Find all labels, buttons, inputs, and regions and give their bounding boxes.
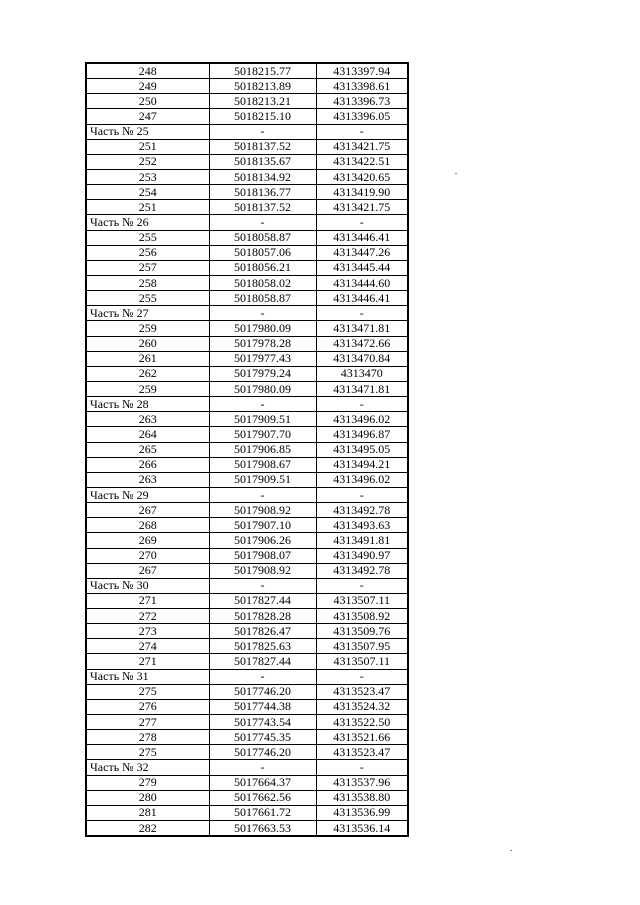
y-coordinate-cell: 4313492.78 <box>316 503 408 518</box>
point-number-cell: 248 <box>86 63 209 79</box>
x-coordinate-cell: 5018136.77 <box>209 185 316 200</box>
x-coordinate-cell: 5017662.56 <box>209 790 316 805</box>
x-coordinate-cell: 5017907.10 <box>209 518 316 533</box>
x-coordinate-cell: 5017908.92 <box>209 563 316 578</box>
y-coordinate-cell: - <box>316 215 408 230</box>
point-number-cell: 255 <box>86 291 209 306</box>
point-row <box>86 563 408 578</box>
x-coordinate-cell: - <box>209 124 316 139</box>
x-coordinate-cell: - <box>209 760 316 775</box>
point-number-cell: 263 <box>86 412 209 427</box>
x-coordinate-cell: - <box>209 578 316 593</box>
y-coordinate-cell: 4313471.81 <box>316 381 408 396</box>
x-coordinate-cell: 5018215.77 <box>209 63 316 79</box>
x-coordinate-cell: - <box>209 306 316 321</box>
y-coordinate-cell: 4313524.32 <box>316 699 408 714</box>
x-coordinate-cell: 5018134.92 <box>209 169 316 184</box>
coordinates-table-body <box>86 63 408 836</box>
part-label-cell: Часть № 30 <box>86 578 209 593</box>
y-coordinate-cell: 4313507.95 <box>316 639 408 654</box>
point-row <box>86 169 408 184</box>
x-coordinate-cell: 5017746.20 <box>209 745 316 760</box>
x-coordinate-cell: 5017980.09 <box>209 321 316 336</box>
y-coordinate-cell: 4313420.65 <box>316 169 408 184</box>
x-coordinate-cell: - <box>209 669 316 684</box>
x-coordinate-cell: 5018213.21 <box>209 94 316 109</box>
point-number-cell: 261 <box>86 351 209 366</box>
part-header-row <box>86 487 408 502</box>
point-number-cell: 266 <box>86 457 209 472</box>
point-number-cell: 249 <box>86 79 209 94</box>
point-number-cell: 257 <box>86 260 209 275</box>
point-number-cell: 267 <box>86 563 209 578</box>
point-row <box>86 381 408 396</box>
x-coordinate-cell: 5017907.70 <box>209 427 316 442</box>
point-row <box>86 639 408 654</box>
part-label-cell: Часть № 28 <box>86 397 209 412</box>
x-coordinate-cell: 5017661.72 <box>209 805 316 820</box>
scan-speck <box>455 173 457 174</box>
y-coordinate-cell: 4313396.05 <box>316 109 408 124</box>
point-number-cell: 270 <box>86 548 209 563</box>
y-coordinate-cell: 4313471.81 <box>316 321 408 336</box>
point-row <box>86 94 408 109</box>
point-number-cell: 274 <box>86 639 209 654</box>
y-coordinate-cell: 4313496.87 <box>316 427 408 442</box>
point-row <box>86 366 408 381</box>
part-header-row <box>86 124 408 139</box>
part-label-cell: Часть № 25 <box>86 124 209 139</box>
point-row <box>86 533 408 548</box>
point-number-cell: 251 <box>86 200 209 215</box>
point-row <box>86 699 408 714</box>
y-coordinate-cell: 4313447.26 <box>316 245 408 260</box>
x-coordinate-cell: 5017746.20 <box>209 684 316 699</box>
point-row <box>86 457 408 472</box>
x-coordinate-cell: 5017743.54 <box>209 715 316 730</box>
part-header-row <box>86 397 408 412</box>
point-number-cell: 277 <box>86 715 209 730</box>
point-row <box>86 79 408 94</box>
y-coordinate-cell: 4313522.50 <box>316 715 408 730</box>
point-number-cell: 264 <box>86 427 209 442</box>
point-number-cell: 255 <box>86 230 209 245</box>
y-coordinate-cell: 4313491.81 <box>316 533 408 548</box>
x-coordinate-cell: - <box>209 215 316 230</box>
point-number-cell: 251 <box>86 139 209 154</box>
point-row <box>86 427 408 442</box>
x-coordinate-cell: 5018137.52 <box>209 139 316 154</box>
point-row <box>86 154 408 169</box>
x-coordinate-cell: 5018058.87 <box>209 230 316 245</box>
y-coordinate-cell: 4313508.92 <box>316 609 408 624</box>
y-coordinate-cell: 4313419.90 <box>316 185 408 200</box>
point-number-cell: 276 <box>86 699 209 714</box>
part-header-row <box>86 669 408 684</box>
point-number-cell: 253 <box>86 169 209 184</box>
x-coordinate-cell: 5017664.37 <box>209 775 316 790</box>
part-label-cell: Часть № 32 <box>86 760 209 775</box>
y-coordinate-cell: 4313496.02 <box>316 472 408 487</box>
point-row <box>86 412 408 427</box>
scan-speck <box>510 850 512 851</box>
x-coordinate-cell: 5018058.02 <box>209 275 316 290</box>
point-row <box>86 503 408 518</box>
part-header-row <box>86 306 408 321</box>
point-number-cell: 282 <box>86 821 209 837</box>
y-coordinate-cell: 4313523.47 <box>316 745 408 760</box>
y-coordinate-cell: - <box>316 760 408 775</box>
y-coordinate-cell: 4313521.66 <box>316 730 408 745</box>
x-coordinate-cell: 5017828.28 <box>209 609 316 624</box>
point-number-cell: 259 <box>86 321 209 336</box>
y-coordinate-cell: - <box>316 669 408 684</box>
point-row <box>86 109 408 124</box>
point-number-cell: 280 <box>86 790 209 805</box>
point-row <box>86 548 408 563</box>
y-coordinate-cell: 4313397.94 <box>316 63 408 79</box>
y-coordinate-cell: 4313536.14 <box>316 821 408 837</box>
y-coordinate-cell: 4313421.75 <box>316 200 408 215</box>
x-coordinate-cell: 5017906.26 <box>209 533 316 548</box>
part-header-row <box>86 215 408 230</box>
point-number-cell: 275 <box>86 684 209 699</box>
x-coordinate-cell: 5017826.47 <box>209 624 316 639</box>
point-number-cell: 267 <box>86 503 209 518</box>
point-row <box>86 775 408 790</box>
point-number-cell: 265 <box>86 442 209 457</box>
y-coordinate-cell: 4313494.21 <box>316 457 408 472</box>
point-number-cell: 268 <box>86 518 209 533</box>
y-coordinate-cell: - <box>316 578 408 593</box>
point-number-cell: 247 <box>86 109 209 124</box>
coordinates-table <box>85 62 409 837</box>
point-row <box>86 321 408 336</box>
y-coordinate-cell: 4313472.66 <box>316 336 408 351</box>
x-coordinate-cell: 5017827.44 <box>209 654 316 669</box>
x-coordinate-cell: 5017909.51 <box>209 412 316 427</box>
x-coordinate-cell: 5017980.09 <box>209 381 316 396</box>
x-coordinate-cell: 5017663.53 <box>209 821 316 837</box>
x-coordinate-cell: 5017909.51 <box>209 472 316 487</box>
y-coordinate-cell: 4313422.51 <box>316 154 408 169</box>
part-label-cell: Часть № 27 <box>86 306 209 321</box>
x-coordinate-cell: 5018135.67 <box>209 154 316 169</box>
part-label-cell: Часть № 31 <box>86 669 209 684</box>
point-number-cell: 252 <box>86 154 209 169</box>
x-coordinate-cell: 5017744.38 <box>209 699 316 714</box>
point-row <box>86 200 408 215</box>
y-coordinate-cell: 4313493.63 <box>316 518 408 533</box>
y-coordinate-cell: 4313444.60 <box>316 275 408 290</box>
x-coordinate-cell: - <box>209 397 316 412</box>
y-coordinate-cell: - <box>316 487 408 502</box>
point-number-cell: 259 <box>86 381 209 396</box>
y-coordinate-cell: - <box>316 397 408 412</box>
x-coordinate-cell: 5017979.24 <box>209 366 316 381</box>
point-row <box>86 442 408 457</box>
y-coordinate-cell: 4313492.78 <box>316 563 408 578</box>
point-row <box>86 245 408 260</box>
x-coordinate-cell: 5017977.43 <box>209 351 316 366</box>
point-row <box>86 745 408 760</box>
y-coordinate-cell: 4313536.99 <box>316 805 408 820</box>
x-coordinate-cell: 5017908.92 <box>209 503 316 518</box>
x-coordinate-cell: 5017908.67 <box>209 457 316 472</box>
point-number-cell: 281 <box>86 805 209 820</box>
y-coordinate-cell: 4313396.73 <box>316 94 408 109</box>
point-row <box>86 230 408 245</box>
point-number-cell: 262 <box>86 366 209 381</box>
point-row <box>86 593 408 608</box>
x-coordinate-cell: 5018057.06 <box>209 245 316 260</box>
point-number-cell: 258 <box>86 275 209 290</box>
point-row <box>86 63 408 79</box>
x-coordinate-cell: 5018137.52 <box>209 200 316 215</box>
y-coordinate-cell: 4313446.41 <box>316 291 408 306</box>
point-row <box>86 654 408 669</box>
point-number-cell: 279 <box>86 775 209 790</box>
point-row <box>86 291 408 306</box>
point-row <box>86 336 408 351</box>
y-coordinate-cell: 4313495.05 <box>316 442 408 457</box>
point-number-cell: 272 <box>86 609 209 624</box>
y-coordinate-cell: 4313470.84 <box>316 351 408 366</box>
point-row <box>86 260 408 275</box>
point-row <box>86 351 408 366</box>
point-number-cell: 250 <box>86 94 209 109</box>
point-row <box>86 684 408 699</box>
y-coordinate-cell: 4313445.44 <box>316 260 408 275</box>
x-coordinate-cell: 5017908.07 <box>209 548 316 563</box>
point-number-cell: 275 <box>86 745 209 760</box>
x-coordinate-cell: 5018215.10 <box>209 109 316 124</box>
y-coordinate-cell: 4313523.47 <box>316 684 408 699</box>
point-number-cell: 263 <box>86 472 209 487</box>
x-coordinate-cell: 5017906.85 <box>209 442 316 457</box>
point-row <box>86 185 408 200</box>
x-coordinate-cell: 5018213.89 <box>209 79 316 94</box>
y-coordinate-cell: 4313507.11 <box>316 654 408 669</box>
point-number-cell: 271 <box>86 654 209 669</box>
part-header-row <box>86 760 408 775</box>
point-number-cell: 260 <box>86 336 209 351</box>
y-coordinate-cell: 4313509.76 <box>316 624 408 639</box>
y-coordinate-cell: 4313446.41 <box>316 230 408 245</box>
y-coordinate-cell: 4313398.61 <box>316 79 408 94</box>
point-number-cell: 256 <box>86 245 209 260</box>
x-coordinate-cell: 5018056.21 <box>209 260 316 275</box>
point-row <box>86 790 408 805</box>
y-coordinate-cell: 4313537.96 <box>316 775 408 790</box>
point-row <box>86 518 408 533</box>
point-number-cell: 269 <box>86 533 209 548</box>
x-coordinate-cell: - <box>209 487 316 502</box>
x-coordinate-cell: 5017825.63 <box>209 639 316 654</box>
y-coordinate-cell: 4313490.97 <box>316 548 408 563</box>
y-coordinate-cell: - <box>316 124 408 139</box>
part-label-cell: Часть № 26 <box>86 215 209 230</box>
point-row <box>86 730 408 745</box>
point-row <box>86 715 408 730</box>
x-coordinate-cell: 5017827.44 <box>209 593 316 608</box>
y-coordinate-cell: 4313421.75 <box>316 139 408 154</box>
y-coordinate-cell: - <box>316 306 408 321</box>
y-coordinate-cell: 4313507.11 <box>316 593 408 608</box>
point-row <box>86 609 408 624</box>
point-number-cell: 271 <box>86 593 209 608</box>
point-row <box>86 139 408 154</box>
point-row <box>86 472 408 487</box>
point-row <box>86 275 408 290</box>
x-coordinate-cell: 5017745.35 <box>209 730 316 745</box>
y-coordinate-cell: 4313538.80 <box>316 790 408 805</box>
part-header-row <box>86 578 408 593</box>
point-row <box>86 821 408 837</box>
x-coordinate-cell: 5017978.28 <box>209 336 316 351</box>
point-number-cell: 254 <box>86 185 209 200</box>
part-label-cell: Часть № 29 <box>86 487 209 502</box>
point-number-cell: 273 <box>86 624 209 639</box>
y-coordinate-cell: 4313496.02 <box>316 412 408 427</box>
point-number-cell: 278 <box>86 730 209 745</box>
point-row <box>86 805 408 820</box>
y-coordinate-cell: 4313470 <box>316 366 408 381</box>
point-row <box>86 624 408 639</box>
x-coordinate-cell: 5018058.87 <box>209 291 316 306</box>
